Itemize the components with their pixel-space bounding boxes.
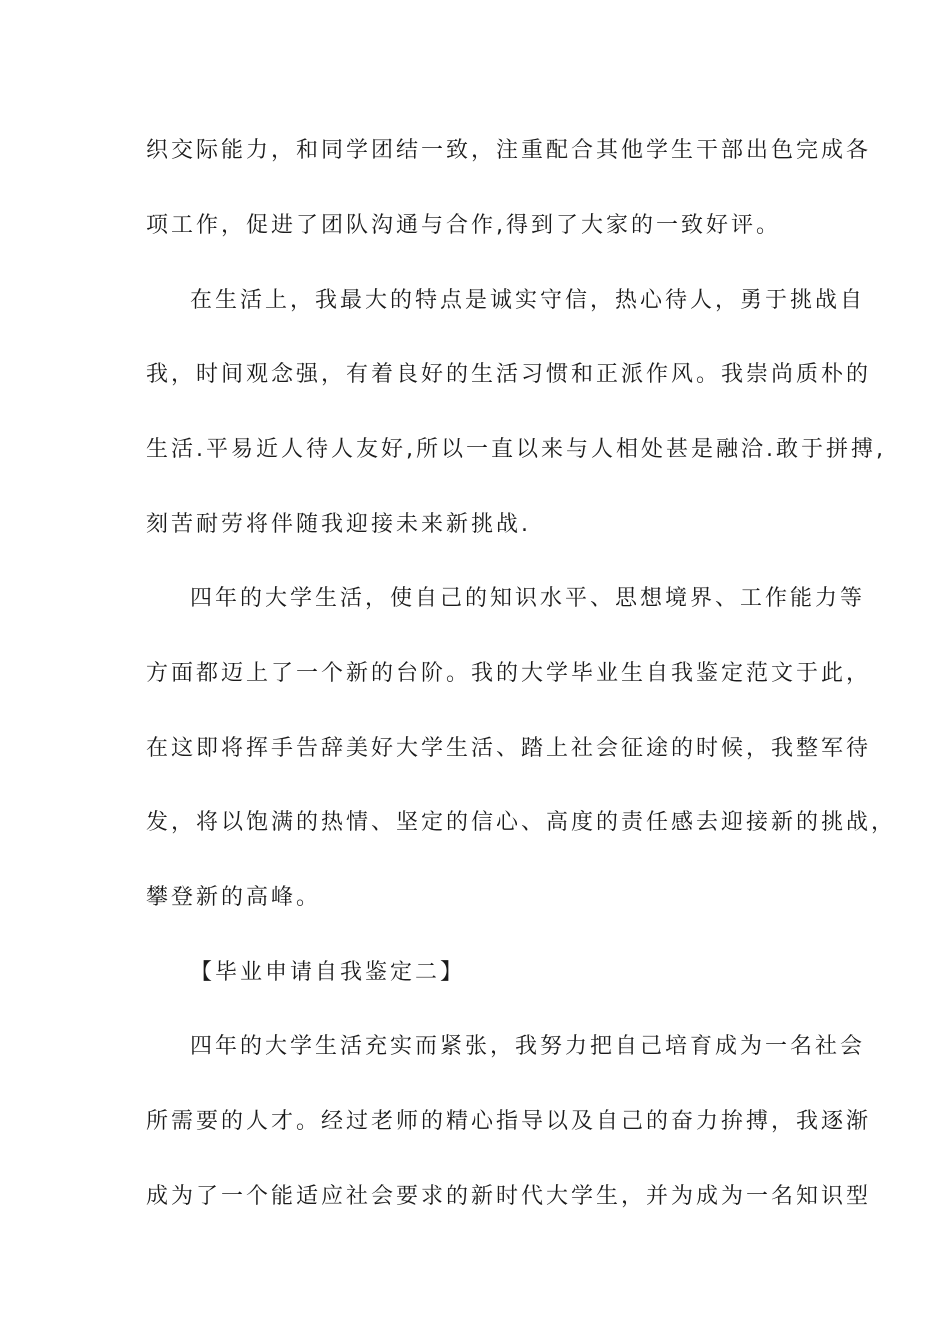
text-line-14: 所需要的人才。经过老师的精心指导以及自己的奋力拚搏，我逐渐	[146, 1109, 872, 1134]
text-line-9: 在这即将挥手告辞美好大学生活、踏上社会征途的时候，我整军待	[146, 736, 872, 761]
paragraph-start-line-13: 四年的大学生活充实而紧张，我努力把自己培育成为一名社会	[190, 1034, 866, 1059]
text-line-6: 刻苦耐劳将伴随我迎接未来新挑战.	[146, 512, 531, 537]
text-line-11: 攀登新的高峰。	[146, 885, 322, 910]
text-line-4: 我，时间观念强，有着良好的生活习惯和正派作风。我崇尚质朴的	[146, 362, 872, 387]
text-line-5: 生活.平易近人待人友好,所以一直以来与人相处甚是融洽.敢于拼搏,	[146, 437, 886, 462]
text-line-8: 方面都迈上了一个新的台阶。我的大学毕业生自我鉴定范文于此，	[146, 661, 872, 686]
text-line-2: 项工作，促进了团队沟通与合作,得到了大家的一致好评。	[146, 213, 781, 238]
text-line-15: 成为了一个能适应社会要求的新时代大学生，并为成为一名知识型	[146, 1184, 872, 1209]
section-heading: 【毕业申请自我鉴定二】	[190, 960, 466, 985]
text-line-1: 织交际能力，和同学团结一致，注重配合其他学生干部出色完成各	[146, 138, 872, 163]
paragraph-start-line-7: 四年的大学生活，使自己的知识水平、思想境界、工作能力等	[190, 586, 866, 611]
paragraph-start-line-3: 在生活上，我最大的特点是诚实守信，热心待人，勇于挑战自	[190, 288, 866, 313]
text-line-10: 发，将以饱满的热情、坚定的信心、高度的责任感去迎接新的挑战，	[146, 810, 897, 835]
